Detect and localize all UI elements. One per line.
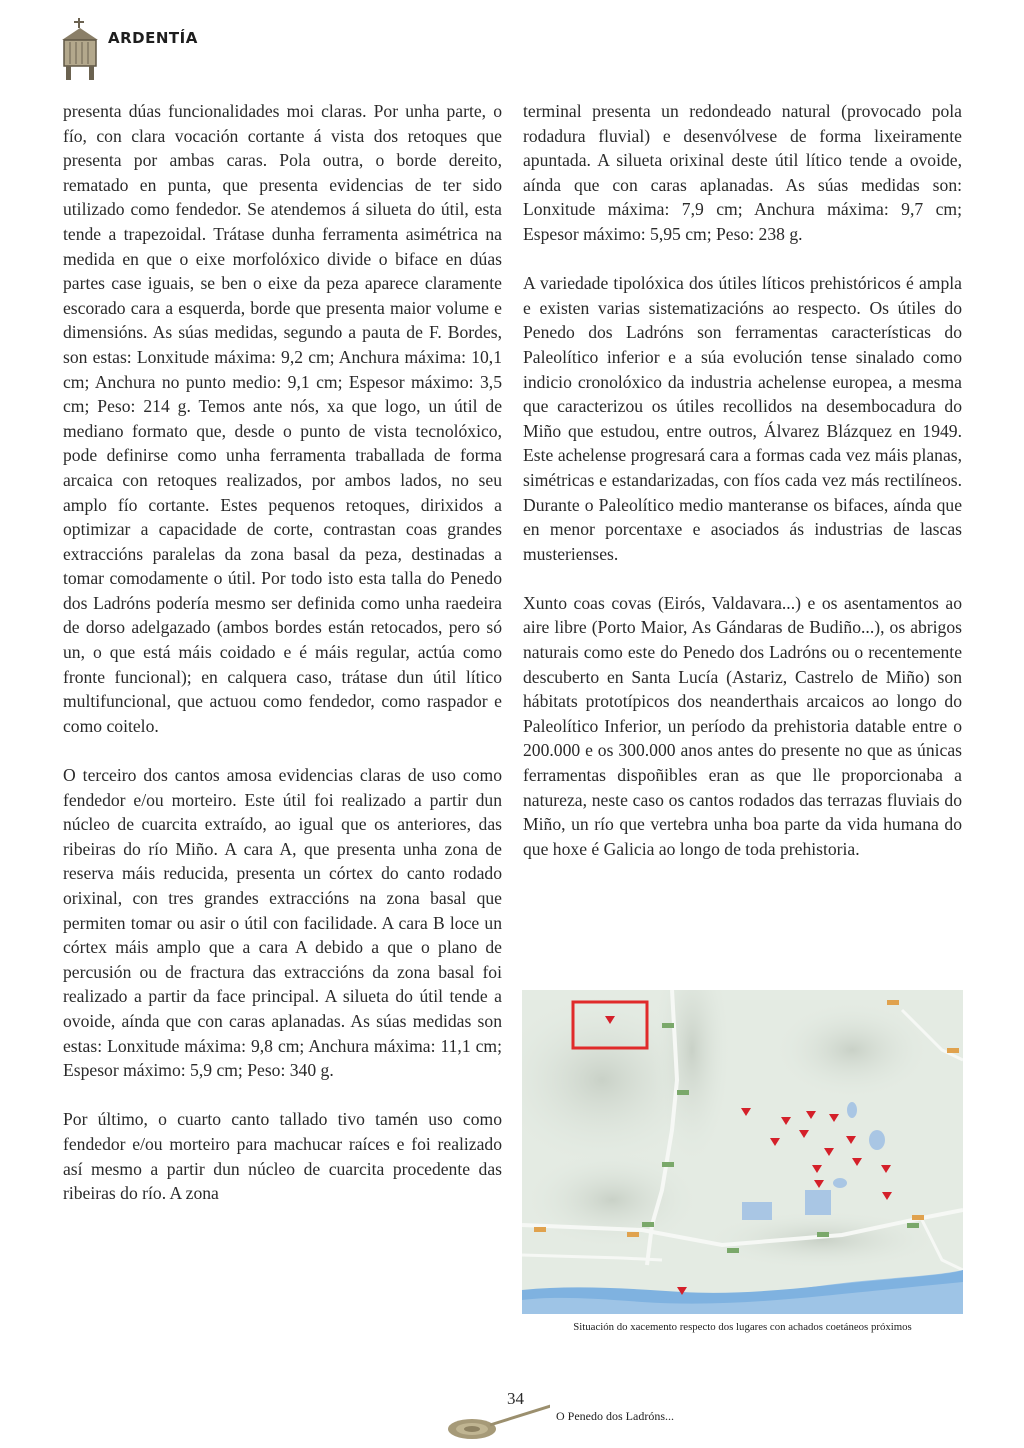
paragraph: Xunto coas covas (Eirós, Valdavara...) e os asentamentos ao aire libre (Porto Maior, As Gándaras de Budiño...), os abrigos naturais como este do Penedo dos Ladróns ou o recentemente descuberto en Santa Lucía (Astariz, Castrelo de Miño) son hábitats prototípicos dos neanderthais arcaicos ao longo do Paleolítico Inferior, un período da prehistoria datable entre o 200.000 e os 300.000 anos antes do presente no que as únicas ferramentas dispoñibles eran as que lle proporcionaba a natureza, neste caso os cantos rodados das terrazas fluviais do Miño, un río que vertebra unha boa parte da vida humana do que hoxe é Galicia ao longo de toda prehistoria. [523, 592, 962, 859]
paragraph: O terceiro dos cantos amosa evidencias claras de uso como fendedor e/ou morteiro. Este útil foi realizado a partir dun núcleo de cuarcita extraído, ao igual que os anteriores, das ribeiras do río Miño. A cara A, que presenta unha zona de reserva máis reducida, presenta un córtex do canto rodado orixinal, con tres grandes extraccións na zona basal que permiten tomar ou asir o útil con facilidade. A cara B loce un córtex máis amplo que a cara A debido a que o plano de percusión ou de fractura das extraccións da zona basal foi realizado a partir da face principal. A silueta do útil tende a ovoide, aínda que con caras aplanadas. As súas medidas son estas: Lonxitude máxima: 9,8 cm; Anchura máxima: 11,1 cm; Espesor máximo: 5,9 cm; Peso: 340 g. [63, 765, 502, 1081]
paragraph: presenta dúas funcionalidades moi claras. Por unha parte, o fío, con clara vocación cortante á vista dos retoques que presenta por ambas caras. Pola outra, o borde dereito, rematado en punta, que presenta evidencias de ter sido utilizado como fendedor. Se atendemos á silueta do útil, esta tende a trapezoidal. Trátase dunha ferramenta asimétrica na medida en que o eixe morfolóxico divide o biface en dúas partes case iguais, se ben o eixe da peza aparece claramente escorado cara a esquerda, borde que presenta maior volume e dimensións. As súas medidas, segundo a pauta de F. Bordes, son estas: Lonxitude máxima: 9,2 cm; Anchura máxima: 10,1 cm; Anchura no punto medio: 9,1 cm; Espesor máximo: 3,5 cm; Peso: 214 g. Temos ante nós, xa que logo, un útil de mediano formato que, desde o punto de vista tecnolóxico, pode definirse como unha ferramenta traballada de forma arcaica con retoques realizados, por ambos lados, no seu amplo fío cortante. Estes pequenos retoques, dirixidos a optimizar a capacidade de corte, contrastan coas grandes extraccións paralelas da zona basal da peza, destinadas a tomar comodamente o útil. Por todo isto esta talla do Penedo dos Ladróns podería mesmo ser definida como unha raedeira de dorso adelgazado (ambos bordes están retocados, pero só un, o que está máis coidado e é máis regular, actúa como fronte funcional); en calquera caso, trátase dun útil lítico multifuncional, que actuou como fendedor, como raspador e como coitelo. [63, 101, 502, 736]
paragraph: A variedade tipolóxica dos útiles líticos prehistóricos é ampla e existen varias sistematizacións ao respecto. Os útiles do Penedo dos Ladróns son ferramentas características do Paleolítico inferior e a súa evolución tense sinalado como indicio cronolóxico da industria achelense europea, a mesma que caracterizou os útiles recollidos na desembocadura do Miño que estudou, entre outros, Álvarez Blázquez en 1949. Este achelense progresará cara a formas cada vez máis planas, simétricas e estandarizadas, con fíos cada vez más rectilíneos. Durante o Paleolítico medio manteranse os bifaces, aínda que en menor porcentaxe e asociados ás industrias de lascas musterienses. [523, 273, 962, 564]
figure-caption: Situación do xacemento respecto dos lugares con achados coetáneos próximos [573, 1321, 912, 1333]
page-number: 34 [507, 1389, 524, 1408]
horreo-granary-icon [58, 16, 102, 82]
left-column [63, 99, 502, 1206]
spiral-ornament-icon [440, 1385, 550, 1445]
paragraph: Por último, o cuarto canto tallado tivo tamén uso como fendedor e/ou morteiro para machucar raíces e foi realizado así mesmo a partir dun núcleo de cuarcita procedente das ribeiras do río. A zona [63, 1109, 502, 1204]
page-header [58, 14, 198, 84]
location-map [522, 990, 963, 1314]
right-column [523, 99, 962, 861]
running-title: O Penedo dos Ladróns... [556, 1409, 674, 1423]
map-figure [522, 990, 963, 1333]
page-footer [440, 1385, 740, 1445]
paragraph: terminal presenta un redondeado natural (provocado pola rodadura fluvial) e desenvólvese de forma lixeiramente apuntada. A silueta orixinal deste útil lítico tende a ovoide, aínda que con caras aplanadas. As súas medidas son: Lonxitude máxima: 7,9 cm; Anchura máxima: 9,7 cm; Espesor máximo: 5,95 cm; Peso: 238 g. [523, 101, 962, 244]
brand-name: ARDENTÍA [108, 29, 198, 47]
